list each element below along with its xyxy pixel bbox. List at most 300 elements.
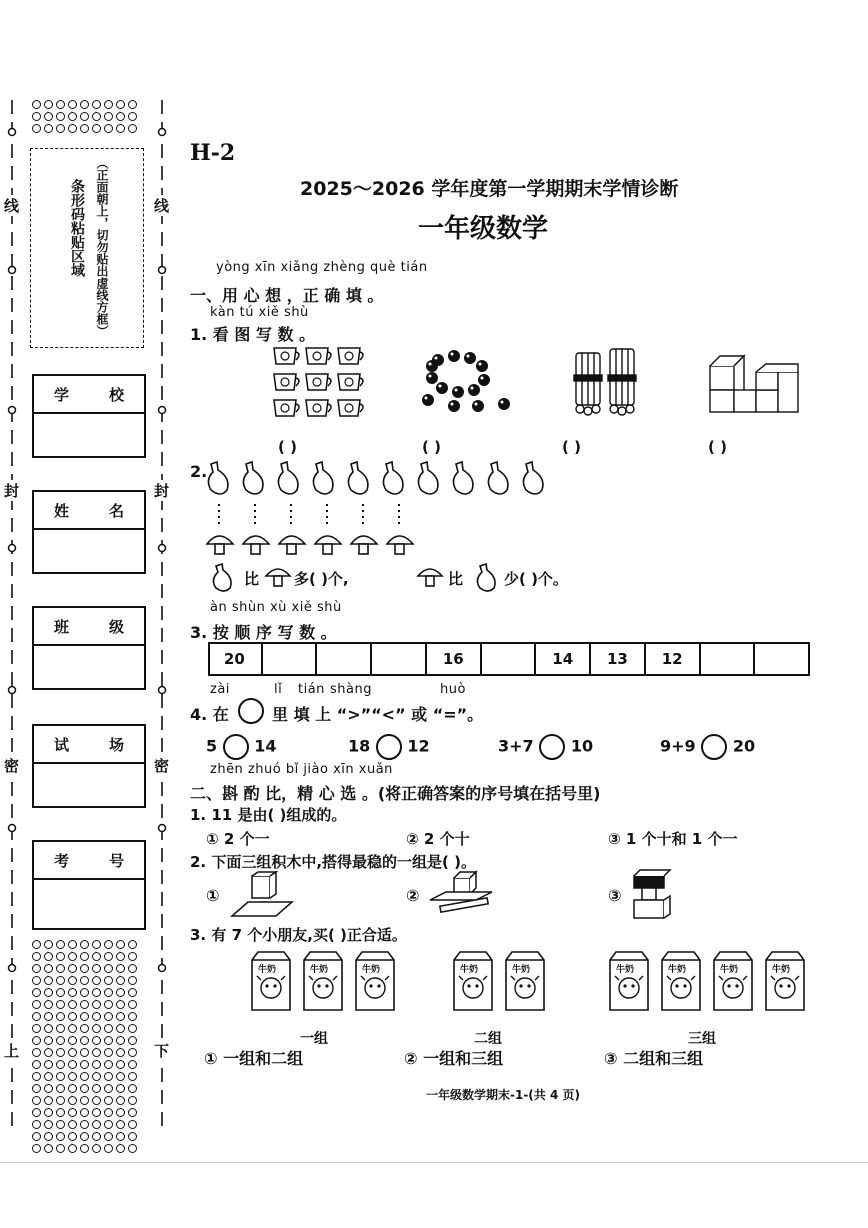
eggplant-icon (208, 462, 228, 494)
pattern-dot (44, 976, 53, 985)
pattern-dot (32, 1108, 41, 1117)
blocks-on-board (426, 870, 496, 920)
pattern-dot (32, 124, 41, 133)
cut-mark: 线 (4, 197, 20, 215)
pattern-dot (92, 964, 101, 973)
eggplant-icon (208, 562, 238, 594)
pattern-dot (104, 1108, 113, 1117)
pattern-dot (104, 1012, 113, 1021)
sequence-cell: 12 (646, 642, 701, 676)
pattern-dot (56, 1132, 65, 1141)
paper-code: H-2 (190, 140, 236, 166)
pattern-dot (128, 1048, 137, 1057)
pinyin: shàng (330, 682, 372, 697)
pattern-dot (80, 1132, 89, 1141)
pattern-dot (80, 124, 89, 133)
pattern-dot (104, 1144, 113, 1153)
cup-icon (338, 374, 363, 390)
pattern-dot (80, 964, 89, 973)
bead (426, 360, 438, 372)
option-label[interactable]: ③ (608, 886, 622, 905)
pattern-dot (92, 1096, 101, 1105)
pattern-dot (128, 100, 137, 109)
pattern-dot (116, 124, 125, 133)
pinyin: lǐ (274, 682, 283, 697)
pattern-dot (116, 1096, 125, 1105)
pattern-dot (56, 988, 65, 997)
pattern-dot (92, 940, 101, 949)
pattern-dot (80, 1048, 89, 1057)
s2-question-2: 2. 下面三组积木中,搭得最稳的一组是( )。 (190, 853, 476, 871)
milk-label: 牛奶 (772, 965, 791, 975)
pattern-dot (32, 1084, 41, 1093)
pattern-dot (68, 1144, 77, 1153)
pattern-dot (68, 1096, 77, 1105)
pattern-dot (80, 940, 89, 949)
milk-carton (248, 950, 294, 1012)
pattern-dot (44, 1012, 53, 1021)
pattern-dot (80, 1036, 89, 1045)
pattern-dot (80, 1012, 89, 1021)
eggplant-icon (278, 462, 298, 494)
mushroom-icon (264, 564, 294, 590)
pattern-dot (56, 1000, 65, 1009)
pattern-dot (80, 1000, 89, 1009)
pattern-dot (104, 1048, 113, 1057)
question-1: 1. 看 图 写 数 。 (190, 325, 316, 344)
pattern-dot (56, 100, 65, 109)
pattern-dot (32, 1000, 41, 1009)
pattern-dot (44, 112, 53, 121)
pattern-dot (92, 1036, 101, 1045)
pattern-dot (56, 1084, 65, 1093)
pattern-dot (80, 1084, 89, 1093)
pattern-dot (56, 1096, 65, 1105)
pattern-dot (56, 124, 65, 133)
cup-icon (274, 400, 299, 416)
barcode-area-label: 条形码粘贴区域 (69, 179, 85, 277)
pattern-dot (68, 952, 77, 961)
pattern-dot (128, 1072, 137, 1081)
cup-icon (274, 374, 299, 390)
pattern-dot (128, 1120, 137, 1129)
pattern-dot (128, 1084, 137, 1093)
sequence-cell[interactable] (482, 642, 537, 676)
pattern-dot (92, 1060, 101, 1069)
milk-carton (450, 950, 496, 1012)
option[interactable]: ② 一组和三组 (404, 1049, 504, 1068)
section-title: 一、用 心 想 ，正 确 填 。 (190, 286, 384, 305)
compare-text[interactable]: 多( )个, (294, 570, 349, 588)
s2-question-3: 3. 有 7 个小朋友,买( )正合适。 (190, 926, 407, 944)
cut-mark: 封 (4, 482, 20, 500)
pattern-dot (32, 112, 41, 121)
bead (498, 398, 510, 410)
answer-blank[interactable]: ( ) (422, 438, 441, 456)
pattern-dot (68, 1060, 77, 1069)
page-footer: 一年级数学期末-1-(共 4 页) (426, 1088, 580, 1102)
question-4-text: 里 填 上 “>”“<” 或 “=”。 (272, 705, 484, 724)
option-label[interactable]: ② (406, 886, 420, 905)
pattern-dot (44, 1108, 53, 1117)
compare-item: 3+7 10 (498, 734, 593, 760)
pattern-dot (56, 1072, 65, 1081)
pattern-dot (128, 1012, 137, 1021)
pinyin: huò (440, 682, 466, 697)
pattern-dot (104, 100, 113, 109)
pattern-dot (116, 1132, 125, 1141)
eggplant-icon (488, 462, 508, 494)
pattern-dot (56, 1048, 65, 1057)
section-title: 二、斟 酌 比，精 心 选 。(将正确答案的序号填在括号里) (190, 784, 601, 803)
pattern-dot (32, 940, 41, 949)
pattern-dot (56, 1108, 65, 1117)
mushroom-icon (315, 504, 341, 554)
option-label[interactable]: ① (206, 886, 220, 905)
pattern-dot (56, 1036, 65, 1045)
pattern-dot (116, 988, 125, 997)
compare-circle[interactable] (539, 734, 565, 760)
pattern-dot (92, 1000, 101, 1009)
eggplant-icon (243, 462, 263, 494)
milk-label: 牛奶 (460, 965, 479, 975)
pattern-dot (80, 1060, 89, 1069)
right-cut-line (152, 100, 172, 1200)
compare-circle[interactable] (223, 734, 249, 760)
eggplant-icon (453, 462, 473, 494)
pattern-dot (68, 1072, 77, 1081)
pattern-dot (92, 1132, 101, 1141)
pattern-dot (56, 1144, 65, 1153)
cups-picture (272, 344, 372, 424)
beads-picture (418, 350, 528, 420)
exam-room-field[interactable]: 试 场 (32, 724, 146, 808)
pinyin: zài (210, 682, 230, 697)
pattern-dot (56, 952, 65, 961)
barcode-note: （正面朝上，切勿贴出虚线方框） (95, 157, 109, 337)
pattern-dot (116, 964, 125, 973)
pattern-dot (56, 940, 65, 949)
pattern-dot (44, 964, 53, 973)
pattern-dot (92, 1084, 101, 1093)
subject-title: 一年级数学 (418, 214, 549, 244)
pattern-dot (92, 1120, 101, 1129)
cup-icon (274, 348, 299, 364)
pattern-dot (104, 1036, 113, 1045)
pattern-dot (104, 1132, 113, 1141)
pattern-dot (104, 1072, 113, 1081)
cut-mark: 线 (154, 197, 170, 215)
option[interactable]: ① 一组和二组 (204, 1049, 304, 1068)
pattern-dot (116, 1060, 125, 1069)
milk-label: 牛奶 (362, 965, 381, 975)
bead (468, 384, 480, 396)
pattern-dot (104, 952, 113, 961)
pattern-dot (92, 1072, 101, 1081)
pattern-dot (32, 988, 41, 997)
class-field[interactable]: 班 级 (32, 606, 146, 690)
sequence-cell: 13 (591, 642, 646, 676)
milk-carton (762, 950, 808, 1012)
pattern-dot (68, 1120, 77, 1129)
pattern-dot (44, 1048, 53, 1057)
milk-carton (352, 950, 398, 1012)
pattern-dot (80, 988, 89, 997)
pattern-dot (116, 940, 125, 949)
pattern-dot (80, 1120, 89, 1129)
pattern-dot (44, 1096, 53, 1105)
pattern-dot (32, 976, 41, 985)
pattern-dot (32, 100, 41, 109)
pattern-dot (68, 100, 77, 109)
compare-text: 比 (448, 570, 464, 588)
pattern-dot (32, 952, 41, 961)
pattern-dot (128, 124, 137, 133)
pattern-dot (68, 1132, 77, 1141)
question-3: 3. 按 顺 序 写 数 。 (190, 623, 337, 642)
milk-label: 牛奶 (720, 965, 739, 975)
cup-icon (306, 374, 331, 390)
sequence-cell: 14 (536, 642, 591, 676)
compare-text[interactable]: 少( )个。 (504, 570, 568, 588)
pattern-dot (80, 976, 89, 985)
eggplant-icon (418, 462, 438, 494)
pinyin: àn shùn xù xiě shù (210, 600, 342, 615)
exam-number-field[interactable]: 考 号 (32, 840, 146, 930)
cut-mark: 下 (154, 1042, 170, 1060)
pattern-dot (44, 1084, 53, 1093)
pattern-bottom (32, 940, 137, 1153)
blocks-stacked (628, 868, 678, 922)
pattern-dot (68, 1000, 77, 1009)
milk-carton (658, 950, 704, 1012)
milk-label: 牛奶 (512, 965, 531, 975)
pattern-dot (128, 952, 137, 961)
pattern-dot (80, 112, 89, 121)
pattern-dot (32, 1012, 41, 1021)
pattern-dot (32, 1072, 41, 1081)
cut-mark: 封 (154, 482, 170, 500)
eggplants-and-mushrooms (205, 460, 565, 570)
barcode-area (30, 148, 144, 348)
pattern-dot (92, 124, 101, 133)
pattern-dot (56, 112, 65, 121)
pattern-dot (68, 1084, 77, 1093)
pattern-dot (116, 1024, 125, 1033)
sequence-cell[interactable] (701, 642, 756, 676)
sequence-cell[interactable] (372, 642, 427, 676)
school-field[interactable]: 学 校 (32, 374, 146, 458)
pattern-dot (32, 1120, 41, 1129)
mushroom-icon (207, 504, 233, 554)
bead (464, 352, 476, 364)
pattern-dot (116, 1084, 125, 1093)
pattern-dot (44, 100, 53, 109)
milk-label: 牛奶 (310, 965, 329, 975)
pattern-dot (68, 1012, 77, 1021)
pattern-dot (104, 1024, 113, 1033)
pattern-dot (32, 1132, 41, 1141)
sequence-cell[interactable] (317, 642, 372, 676)
pattern-dot (68, 1036, 77, 1045)
option[interactable]: ① 2 个一 (206, 830, 270, 848)
milk-carton (606, 950, 652, 1012)
compare-circle[interactable] (376, 734, 402, 760)
pattern-dot (80, 1144, 89, 1153)
pattern-dot (92, 100, 101, 109)
pattern-dot (32, 1024, 41, 1033)
pattern-dot (68, 1024, 77, 1033)
pinyin: zhēn zhuó bǐ jiào xīn xuǎn (210, 762, 393, 777)
exam-title: 2025～2026 学年度第一学期期末学情诊断 (300, 178, 679, 200)
bead (452, 386, 464, 398)
pattern-dot (104, 988, 113, 997)
milk-label: 牛奶 (616, 965, 635, 975)
pattern-dot (128, 112, 137, 121)
pattern-dot (56, 1120, 65, 1129)
bead (472, 400, 484, 412)
pattern-dot (128, 1060, 137, 1069)
pattern-dot (128, 1108, 137, 1117)
pattern-dot (56, 964, 65, 973)
name-field[interactable]: 姓 名 (32, 490, 146, 574)
pattern-dot (44, 1120, 53, 1129)
cup-icon (338, 348, 363, 364)
eggplant-icon (313, 462, 333, 494)
pattern-dot (128, 976, 137, 985)
pattern-dot (68, 1108, 77, 1117)
pinyin: kàn tú xiě shù (210, 305, 309, 320)
eggplant-icon (472, 562, 502, 594)
pattern-dot (68, 124, 77, 133)
pattern-dot (80, 1108, 89, 1117)
pinyin: tián (298, 682, 325, 697)
cup-icon (306, 348, 331, 364)
pattern-dot (44, 1000, 53, 1009)
pattern-dot (68, 1048, 77, 1057)
eggplant-icon (523, 462, 543, 494)
compare-text: 比 (244, 570, 260, 588)
pattern-dot (44, 952, 53, 961)
pattern-dot (116, 1108, 125, 1117)
group-label: 二组 (474, 1031, 502, 1047)
pattern-dot (80, 1072, 89, 1081)
mushroom-icon (351, 504, 377, 554)
pattern-dot (104, 1084, 113, 1093)
pattern-dot (92, 952, 101, 961)
option[interactable]: ③ 二组和三组 (604, 1049, 704, 1068)
pattern-dot (80, 1096, 89, 1105)
pattern-dot (44, 1072, 53, 1081)
milk-carton (502, 950, 548, 1012)
pattern-dot (92, 112, 101, 121)
page-edge (0, 1162, 868, 1163)
pattern-dot (128, 1036, 137, 1045)
pattern-dot (116, 1048, 125, 1057)
option[interactable]: ② 2 个十 (406, 830, 470, 848)
pattern-dot (128, 1132, 137, 1141)
pattern-dot (116, 1036, 125, 1045)
pattern-dot (68, 112, 77, 121)
pattern-dot (104, 940, 113, 949)
group-label: 一组 (300, 1031, 328, 1047)
pattern-dot (44, 1024, 53, 1033)
bead (448, 400, 460, 412)
cut-mark: 上 (4, 1042, 20, 1060)
pattern-dot (44, 1060, 53, 1069)
pattern-dot (56, 1012, 65, 1021)
pattern-dot (68, 976, 77, 985)
pattern-dot (128, 1024, 137, 1033)
answer-blank[interactable]: ( ) (278, 438, 297, 456)
pattern-dot (92, 1144, 101, 1153)
pattern-dot (80, 1024, 89, 1033)
pattern-dot (104, 1096, 113, 1105)
pattern-dot (32, 1048, 41, 1057)
pattern-dot (56, 1060, 65, 1069)
compare-circle[interactable] (701, 734, 727, 760)
pattern-dot (104, 124, 113, 133)
answer-blank[interactable]: ( ) (562, 438, 581, 456)
pattern-dot (80, 100, 89, 109)
pattern-dot (104, 1000, 113, 1009)
pattern-dot (104, 1120, 113, 1129)
pattern-dot (68, 988, 77, 997)
pattern-dot (92, 1012, 101, 1021)
bead (476, 360, 488, 372)
compare-item: 9+9 20 (660, 734, 755, 760)
pattern-dot (92, 988, 101, 997)
pattern-dot (104, 112, 113, 121)
pattern-dot (104, 964, 113, 973)
mushroom-icon (243, 504, 269, 554)
sequence-cell[interactable] (755, 642, 810, 676)
pattern-dot (68, 940, 77, 949)
sequence-cell[interactable] (263, 642, 318, 676)
bead (426, 372, 438, 384)
pattern-dot (56, 976, 65, 985)
pattern-dot (44, 1036, 53, 1045)
pattern-dot (116, 1072, 125, 1081)
pattern-dot (92, 1048, 101, 1057)
pattern-dot (116, 100, 125, 109)
mushroom-icon (416, 564, 446, 590)
answer-blank[interactable]: ( ) (708, 438, 727, 456)
question-4: 4. 在 (190, 705, 229, 724)
cup-icon (338, 400, 363, 416)
pattern-dot (128, 1096, 137, 1105)
pattern-dot (56, 1024, 65, 1033)
sequence-cell: 16 (427, 642, 482, 676)
pattern-dot (104, 976, 113, 985)
cut-mark: 密 (154, 757, 170, 775)
pattern-dot (44, 940, 53, 949)
pattern-dot (32, 1144, 41, 1153)
s2-question-1: 1. 11 是由( )组成的。 (190, 806, 347, 824)
pattern-dot (92, 1024, 101, 1033)
compare-item: 18 12 (348, 734, 430, 760)
pattern-dot (128, 940, 137, 949)
pattern-dot (80, 952, 89, 961)
left-cut-line (2, 100, 22, 1200)
pattern-dot (44, 124, 53, 133)
pattern-dot (44, 1144, 53, 1153)
pattern-dot (44, 988, 53, 997)
option[interactable]: ③ 1 个十和 1 个一 (608, 830, 738, 848)
stick-bundles-picture (570, 345, 650, 420)
pattern-dot (92, 1108, 101, 1117)
pattern-dot (32, 1060, 41, 1069)
